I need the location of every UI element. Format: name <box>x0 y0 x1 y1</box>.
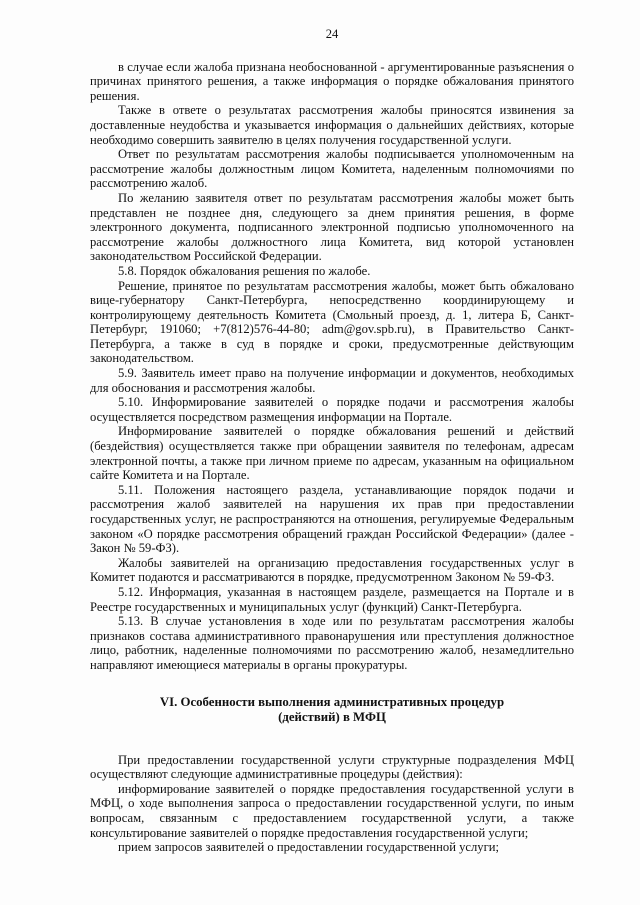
section-heading-line: (действий) в МФЦ <box>278 709 386 724</box>
paragraph: информирование заявителей о порядке предоставления государственной услуги в МФЦ, о ходе выполнения запроса о предоставлении государственной услуги, по иным вопросам, связанным с предоставлением государственной услуги, а также консультирование заявителей о порядке предоставления государственной услуги; <box>90 781 574 840</box>
section-heading <box>90 695 574 725</box>
paragraph: Также в ответе о результатах рассмотрения жалобы приносятся извинения за доставленные неудобства и указывается информация о дальнейших действиях, которые необходимо совершить заявителю в целях получения государственной услуги. <box>90 103 574 147</box>
paragraph: Решение, принятое по результатам рассмотрения жалобы, может быть обжаловано вице-губернатору Санкт-Петербурга, непосредственно координирующему и контролирующему деятельность Комитета (Смольный проезд, д. 1, литера Б, Санкт-Петербург, 191060; +7(812)576-44-80; adm@gov.spb.ru), в Правительство Санкт-Петербурга, а также в суд в порядке и сроки, предусмотренные действующим законодательством. <box>90 278 574 366</box>
paragraph: При предоставлении государственной услуги структурные подразделения МФЦ осуществляют следующие административные процедуры (действия): <box>90 752 574 782</box>
paragraph: 5.11. Положения настоящего раздела, устанавливающие порядок подачи и рассмотрения жалоб заявителей на нарушения их прав при предоставлении государственных услуг, не распространяются на отношения, регулируемые Федеральным законом «О порядке рассмотрения обращений граждан Российской Федерации» (далее - Закон № 59-ФЗ). <box>90 482 574 556</box>
paragraph: 5.10. Информирование заявителей о порядке подачи и рассмотрения жалобы осуществляется посредством размещения информации на Портале. <box>90 395 574 424</box>
paragraph: По желанию заявителя ответ по результатам рассмотрения жалобы может быть представлен не позднее дня, следующего за днем принятия решения, в форме электронного документа, подписанного электронной подписью уполномоченного на рассмотрение жалобы должностного лица Комитета, вид которой установлен законодательством Российской Федерации. <box>90 190 574 264</box>
section-heading-line: VI. Особенности выполнения административных процедур <box>159 694 505 709</box>
paragraph: в случае если жалоба признана необоснованной - аргументированные разъяснения о причинах принятого решения, а также информация о порядке обжалования принятого решения. <box>90 59 574 103</box>
paragraph: Информирование заявителей о порядке обжалования решений и действий (бездействия) осуществляется также при обращении заявителя по телефонам, адресам электронной почты, а также при личном приеме по адресам, указанным на официальном сайте Комитета и на Портале. <box>90 424 574 483</box>
body-text-bottom <box>90 753 574 855</box>
paragraph: 5.8. Порядок обжалования решения по жалобе. <box>118 263 371 278</box>
page-number: 24 <box>325 27 339 41</box>
paragraph: Жалобы заявителей на организацию предоставления государственных услуг в Комитет подаются и рассматриваются в порядке, предусмотренном Законом № 59-ФЗ. <box>90 555 574 585</box>
paragraph: Ответ по результатам рассмотрения жалобы подписывается уполномоченным на рассмотрение жалобы должностным лицом Комитета, наделенным полномочиями по рассмотрению жалоб. <box>90 147 574 191</box>
spacer <box>90 725 574 753</box>
paragraph: 5.12. Информация, указанная в настоящем разделе, размещается на Портале и в Реестре государственных и муниципальных услуг (функций) Санкт-Петербурга. <box>90 584 574 614</box>
paragraph: 5.13. В случае установления в ходе или по результатам рассмотрения жалобы признаков состава административного правонарушения или преступления должностное лицо, работник, наделенные полномочиями по рассмотрению жалоб, незамедлительно направляют имеющиеся материалы в органы прокуратуры. <box>90 614 574 672</box>
paragraph: 5.9. Заявитель имеет право на получение информации и документов, необходимых для обоснования и рассмотрения жалобы. <box>90 366 574 395</box>
body-text-top <box>90 60 574 673</box>
paragraph: прием запросов заявителей о предоставлении государственной услуги; <box>118 840 499 855</box>
